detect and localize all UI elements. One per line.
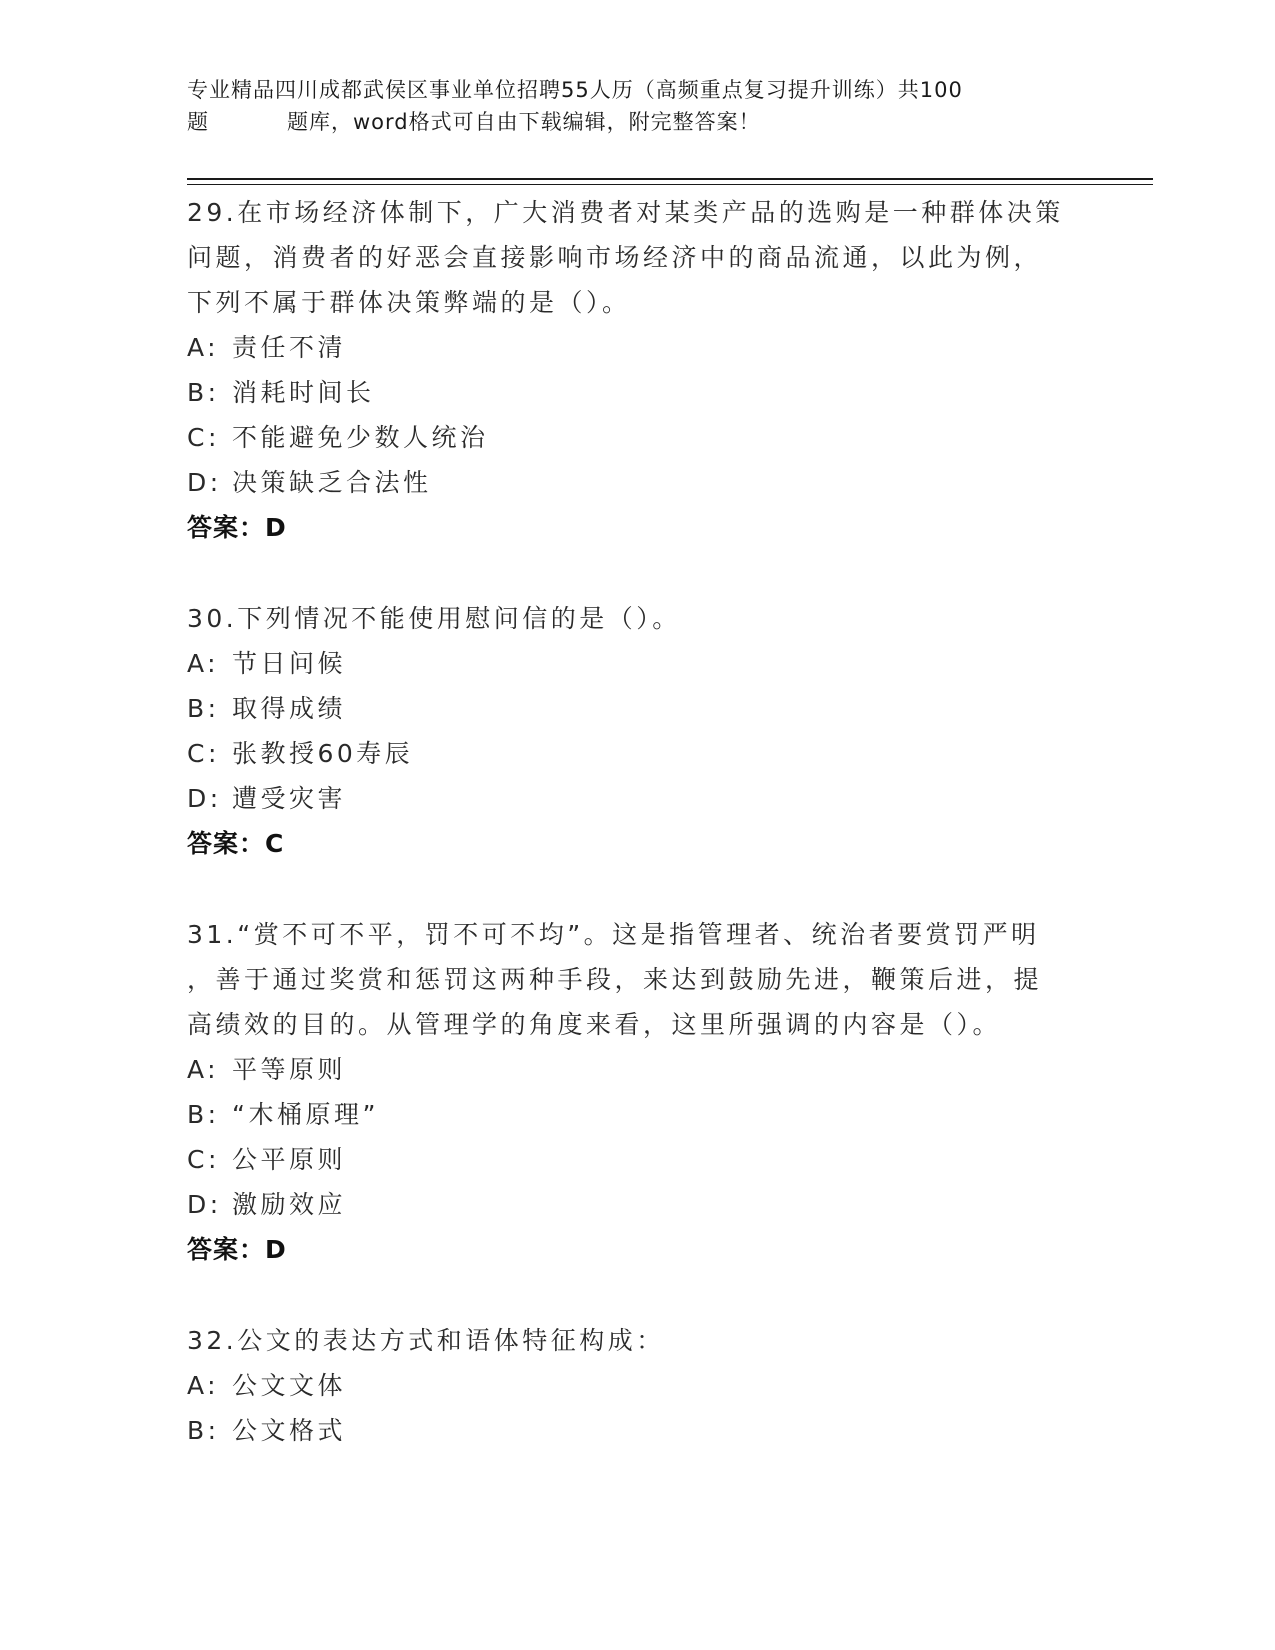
option-c: C: 公平原则: [187, 1145, 347, 1174]
document-header: [187, 74, 1067, 138]
question-29: [187, 190, 1087, 550]
header-line-1: 专业精品四川成都武侯区事业单位招聘55人历（高频重点复习提升训练）共100: [187, 78, 963, 102]
question-30: [187, 596, 1087, 866]
option-c: C: 不能避免少数人统治: [187, 423, 489, 452]
option-a: A: 平等原则: [187, 1055, 347, 1084]
question-text: ，善于通过奖赏和惩罚这两种手段，来达到鼓励先进，鞭策后进，提: [187, 965, 1043, 994]
option-b: B: “木桶原理”: [187, 1100, 379, 1129]
option-a: A: 责任不清: [187, 333, 347, 362]
answer-label: 答案：C: [187, 829, 285, 858]
option-a: A: 节日问候: [187, 649, 347, 678]
answer-label: 答案：D: [187, 513, 287, 542]
answer-label: 答案：D: [187, 1235, 287, 1264]
option-c: C: 张教授60寿辰: [187, 739, 414, 768]
question-text: 下列不属于群体决策弊端的是（）。: [187, 288, 631, 317]
question-text: 问题，消费者的好恶会直接影响市场经济中的商品流通，以此为例，: [187, 243, 1043, 272]
question-text: 32.公文的表达方式和语体特征构成：: [187, 1326, 665, 1355]
option-d: D: 遭受灾害: [187, 784, 347, 813]
question-text: 31.“赏不可不平，罚不可不均”。这是指管理者、统治者要赏罚严明: [187, 920, 1040, 949]
option-b: B: 公文格式: [187, 1416, 347, 1445]
option-a: A: 公文文体: [187, 1371, 347, 1400]
option-b: B: 取得成绩: [187, 694, 347, 723]
header-rule-thick: [187, 178, 1153, 180]
question-31: [187, 912, 1087, 1272]
question-list: [187, 190, 1087, 1453]
option-d: D: 决策缺乏合法性: [187, 468, 432, 497]
question-text: 29.在市场经济体制下，广大消费者对某类产品的选购是一种群体决策: [187, 198, 1064, 227]
question-32: [187, 1318, 1087, 1453]
header-rule-thin: [187, 184, 1153, 185]
question-text: 30.下列情况不能使用慰问信的是（）。: [187, 604, 681, 633]
option-b: B: 消耗时间长: [187, 378, 375, 407]
question-text: 高绩效的目的。从管理学的角度来看，这里所强调的内容是（）。: [187, 1010, 1002, 1039]
option-d: D: 激励效应: [187, 1190, 347, 1219]
header-line-2: 题 题库，word格式可自由下载编辑，附完整答案！: [187, 110, 761, 134]
